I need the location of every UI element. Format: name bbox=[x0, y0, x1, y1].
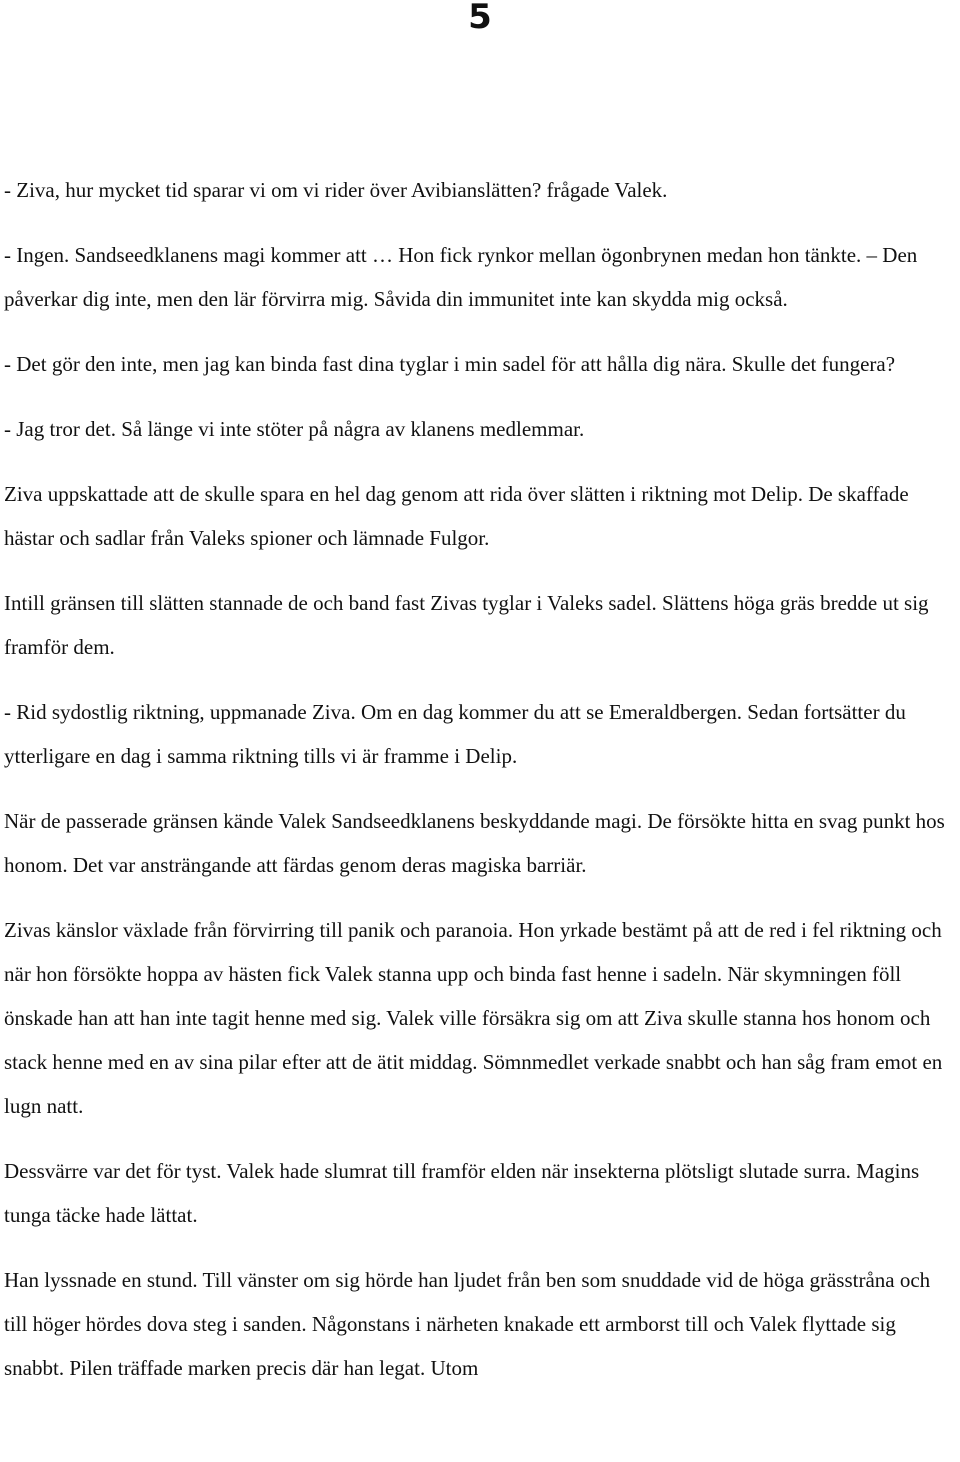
paragraph: När de passerade gränsen kände Valek Sandseedklanens beskyddande magi. De försökte hitta en svag punkt hos honom. Det var ansträngande att färdas genom deras magiska barriär. bbox=[4, 809, 945, 877]
paragraph: Intill gränsen till slätten stannade de och band fast Zivas tyglar i Valeks sadel. Slättens höga gräs bredde ut sig framför dem. bbox=[4, 591, 929, 659]
paragraph: Han lyssnade en stund. Till vänster om sig hörde han ljudet från ben som snuddade vid de höga grässtråna och till höger hördes dova steg i sanden. Någonstans i närheten knakade ett armborst till och Valek flyttade sig snabbt. Pilen träffade marken precis där han legat. Utom bbox=[4, 1268, 931, 1380]
paragraph: - Ingen. Sandseedklanens magi kommer att … Hon fick rynkor mellan ögonbrynen medan hon tänkte. – Den påverkar dig inte, men den lär förvirra mig. Såvida din immunitet inte kan skydda mig också. bbox=[4, 243, 918, 311]
paragraph: Ziva uppskattade att de skulle spara en hel dag genom att rida över slätten i riktning mot Delip. De skaffade hästar och sadlar från Valeks spioner och lämnade Fulgor. bbox=[4, 482, 909, 550]
paragraph: - Det gör den inte, men jag kan binda fast dina tyglar i min sadel för att hålla dig nära. Skulle det fungera? bbox=[4, 352, 896, 376]
paragraph: - Jag tror det. Så länge vi inte stöter på några av klanens medlemmar. bbox=[4, 417, 585, 441]
document-body bbox=[4, 168, 956, 1411]
page-number: 5 bbox=[468, 0, 492, 37]
paragraph: - Rid sydostlig riktning, uppmanade Ziva. Om en dag kommer du att se Emeraldbergen. Sedan fortsätter du ytterligare en dag i samma riktning tills vi är framme i Delip. bbox=[4, 700, 906, 768]
paragraph: - Ziva, hur mycket tid sparar vi om vi rider över Avibianslätten? frågade Valek. bbox=[4, 178, 668, 202]
paragraph: Zivas känslor växlade från förvirring till panik och paranoia. Hon yrkade bestämt på att de red i fel riktning och när hon försökte hoppa av hästen fick Valek stanna upp och binda fast henne i sadeln. När skymningen föll önskade han att han inte tagit henne med sig. Valek ville försäkra sig om att Ziva skulle stanna hos honom och stack henne med en av sina pilar efter att de ätit middag. Sömnmedlet verkade snabbt och han såg fram emot en lugn natt. bbox=[4, 918, 943, 1118]
paragraph: Dessvärre var det för tyst. Valek hade slumrat till framför elden när insekterna plötsligt slutade surra. Magins tunga täcke hade lättat. bbox=[4, 1159, 920, 1227]
